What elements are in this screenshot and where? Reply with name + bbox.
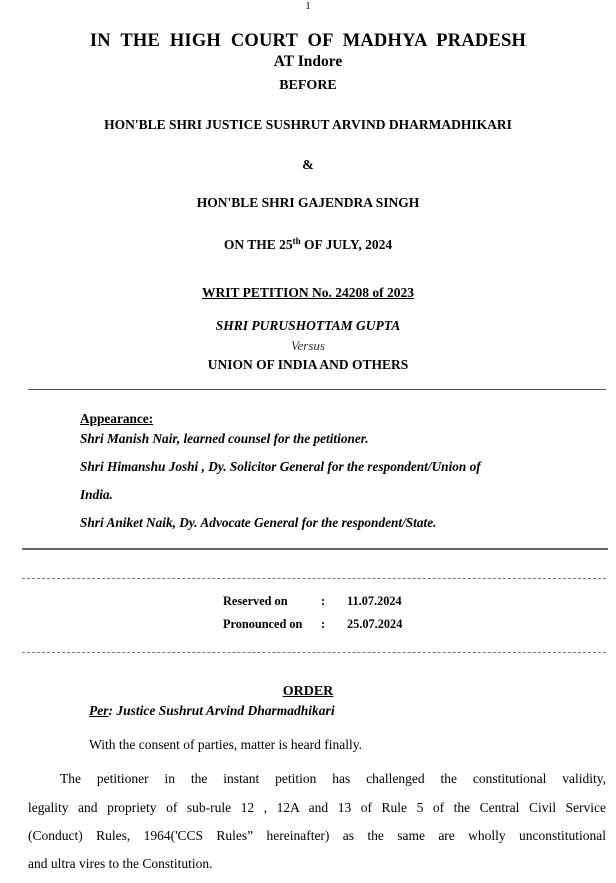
consent-paragraph: With the consent of parties, matter is heard finally.: [89, 737, 362, 752]
judge-name-1: HON'BLE SHRI JUSTICE SUSHRUT ARVIND DHARMADHIKARI: [104, 117, 512, 132]
order-heading: ORDER: [282, 684, 334, 699]
appearance-line: Shri Himanshu Joshi , Dy. Solicitor General for the respondent/Union of: [80, 459, 481, 474]
judge-name-2: HON'BLE SHRI GAJENDRA SINGH: [196, 195, 420, 210]
appearance-line: India.: [80, 487, 113, 502]
dashed-divider: [22, 652, 606, 653]
appearance-line: Shri Manish Nair, learned counsel for the petitioner.: [80, 431, 369, 446]
paragraph-line: (Conduct) Rules, 1964('CCS Rules” hereinafter) as the same are wholly unconstitutional: [28, 828, 606, 843]
court-title: IN THE HIGH COURT OF MADHYA PRADESH: [89, 31, 527, 51]
appearance-line: Shri Aniket Naik, Dy. Advocate General for the respondent/State.: [80, 515, 437, 530]
section-divider: [22, 548, 608, 550]
paragraph-line: The petitioner in the instant petition has challenged the constitutional validity,: [60, 771, 606, 786]
hearing-date-prefix: ON THE 25: [223, 237, 293, 252]
reserved-colon: :: [321, 594, 326, 608]
pronounced-date: 25.07.2024: [347, 617, 403, 631]
hearing-date-suffix: OF JULY, 2024: [300, 237, 393, 252]
per-judge-name: : Justice Sushrut Arvind Dharmadhikari: [108, 703, 335, 718]
reserved-label: Reserved on: [223, 594, 288, 608]
court-bench: AT Indore: [273, 53, 343, 70]
pronounced-colon: :: [321, 617, 326, 631]
ampersand: &: [302, 158, 314, 173]
hearing-date-superscript: th: [292, 236, 301, 246]
section-divider: [28, 389, 606, 390]
appearance-heading: Appearance:: [80, 411, 154, 426]
paragraph-line: legality and propriety of sub-rule 12 , 12A and 13 of Rule 5 of the Central Civil Service: [28, 800, 606, 815]
page-number: 1: [305, 0, 311, 12]
case-number: WRIT PETITION No. 24208 of 2023: [201, 285, 415, 300]
dashed-divider: [22, 578, 606, 579]
paragraph-line: and ultra vires to the Constitution.: [28, 856, 213, 871]
before-label: BEFORE: [279, 78, 337, 93]
reserved-date: 11.07.2024: [347, 594, 402, 608]
pronounced-label: Pronounced on: [223, 617, 303, 631]
hearing-date: [0, 237, 616, 253]
respondent-name: UNION OF INDIA AND OTHERS: [207, 357, 409, 372]
per-prefix: Per: [89, 703, 109, 718]
petitioner-name: SHRI PURUSHOTTAM GUPTA: [215, 318, 401, 333]
versus-label: Versus: [291, 338, 325, 353]
per-judge-line: [89, 703, 335, 719]
